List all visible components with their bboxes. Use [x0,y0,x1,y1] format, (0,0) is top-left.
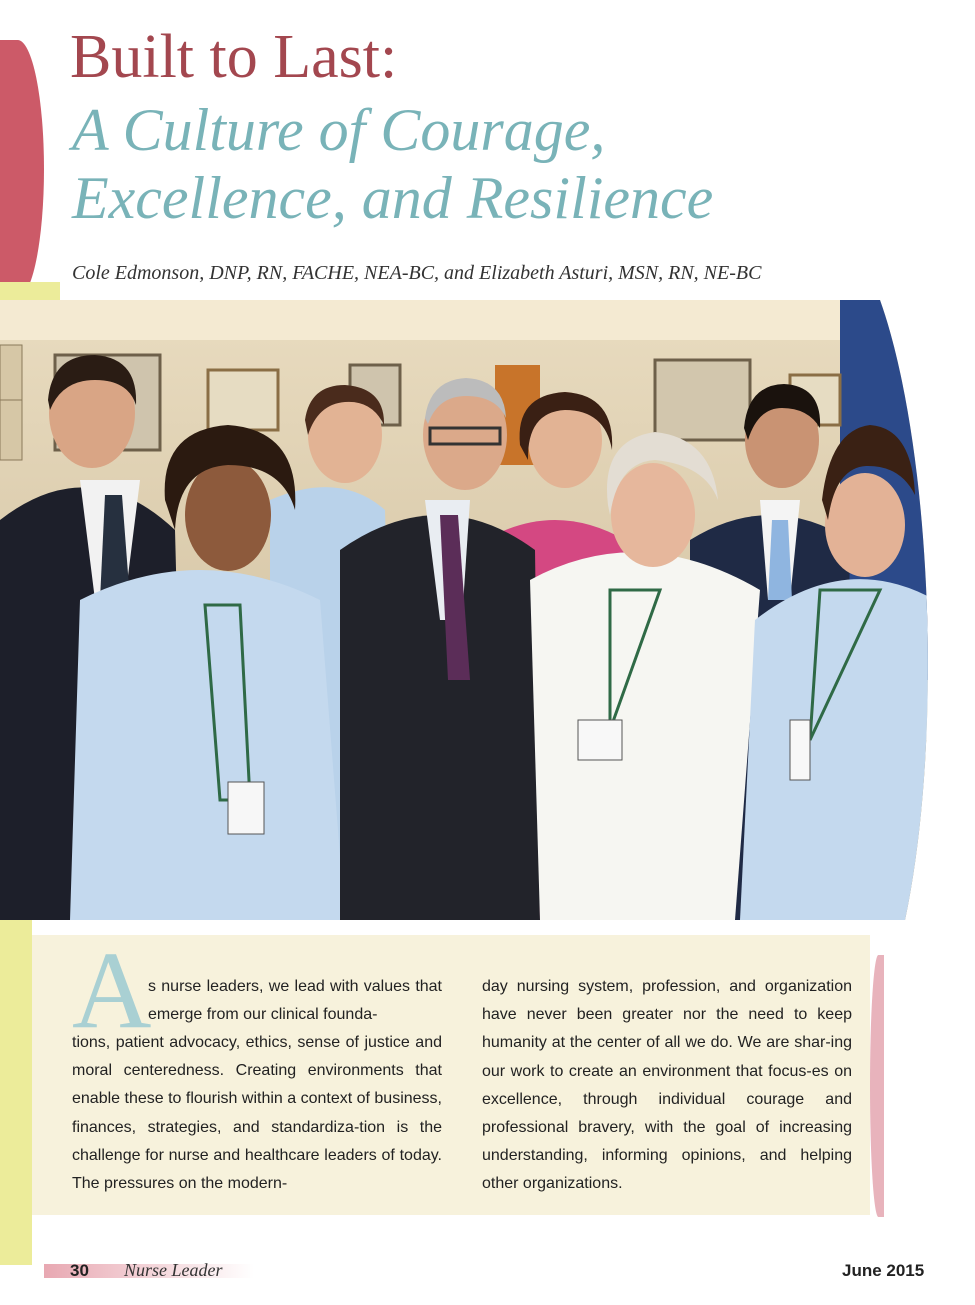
journal-name: Nurse Leader [124,1260,223,1280]
decorative-pink-bar [870,955,884,1217]
article-subtitle-line-2: Excellence, and Resilience [72,165,714,231]
decorative-red-bar [0,40,44,298]
page-number: 30 [70,1261,89,1280]
decorative-yellow-bar [0,920,32,1265]
decorative-yellow-strip [0,282,60,300]
author-byline: Cole Edmonson, DNP, RN, FACHE, NEA-BC, and Elizabeth Asturi, MSN, RN, NE-BC [72,262,762,284]
article-subtitle-line-1: A Culture of Courage, [72,97,606,163]
team-photo [0,300,935,920]
column-1-text: tions, patient advocacy, ethics, sense of justice and moral centeredness. Creating environments that enable these to flourish within a context of business, finances, strategies, and standardiza-tion is the challenge for nurse and healthcare leaders of today. The pressures on the modern- [72,1034,442,1193]
article-title: Built to Last: [70,23,398,91]
drop-cap: A [72,929,152,1051]
issue-date: June 2015 [842,1261,925,1280]
column-1-opening: s nurse leaders, we lead with values that emerge from our clinical founda- [148,978,442,1024]
column-2-text: day nursing system, profession, and organization have never been greater nor the need to keep humanity at the center of all we do. We are shar-ing our work to create an environment that focus-es on excellence, through individual courage and professional bravery, with the goal of increasing understanding, informing opinions, and helping other organizations. [482,978,852,1193]
